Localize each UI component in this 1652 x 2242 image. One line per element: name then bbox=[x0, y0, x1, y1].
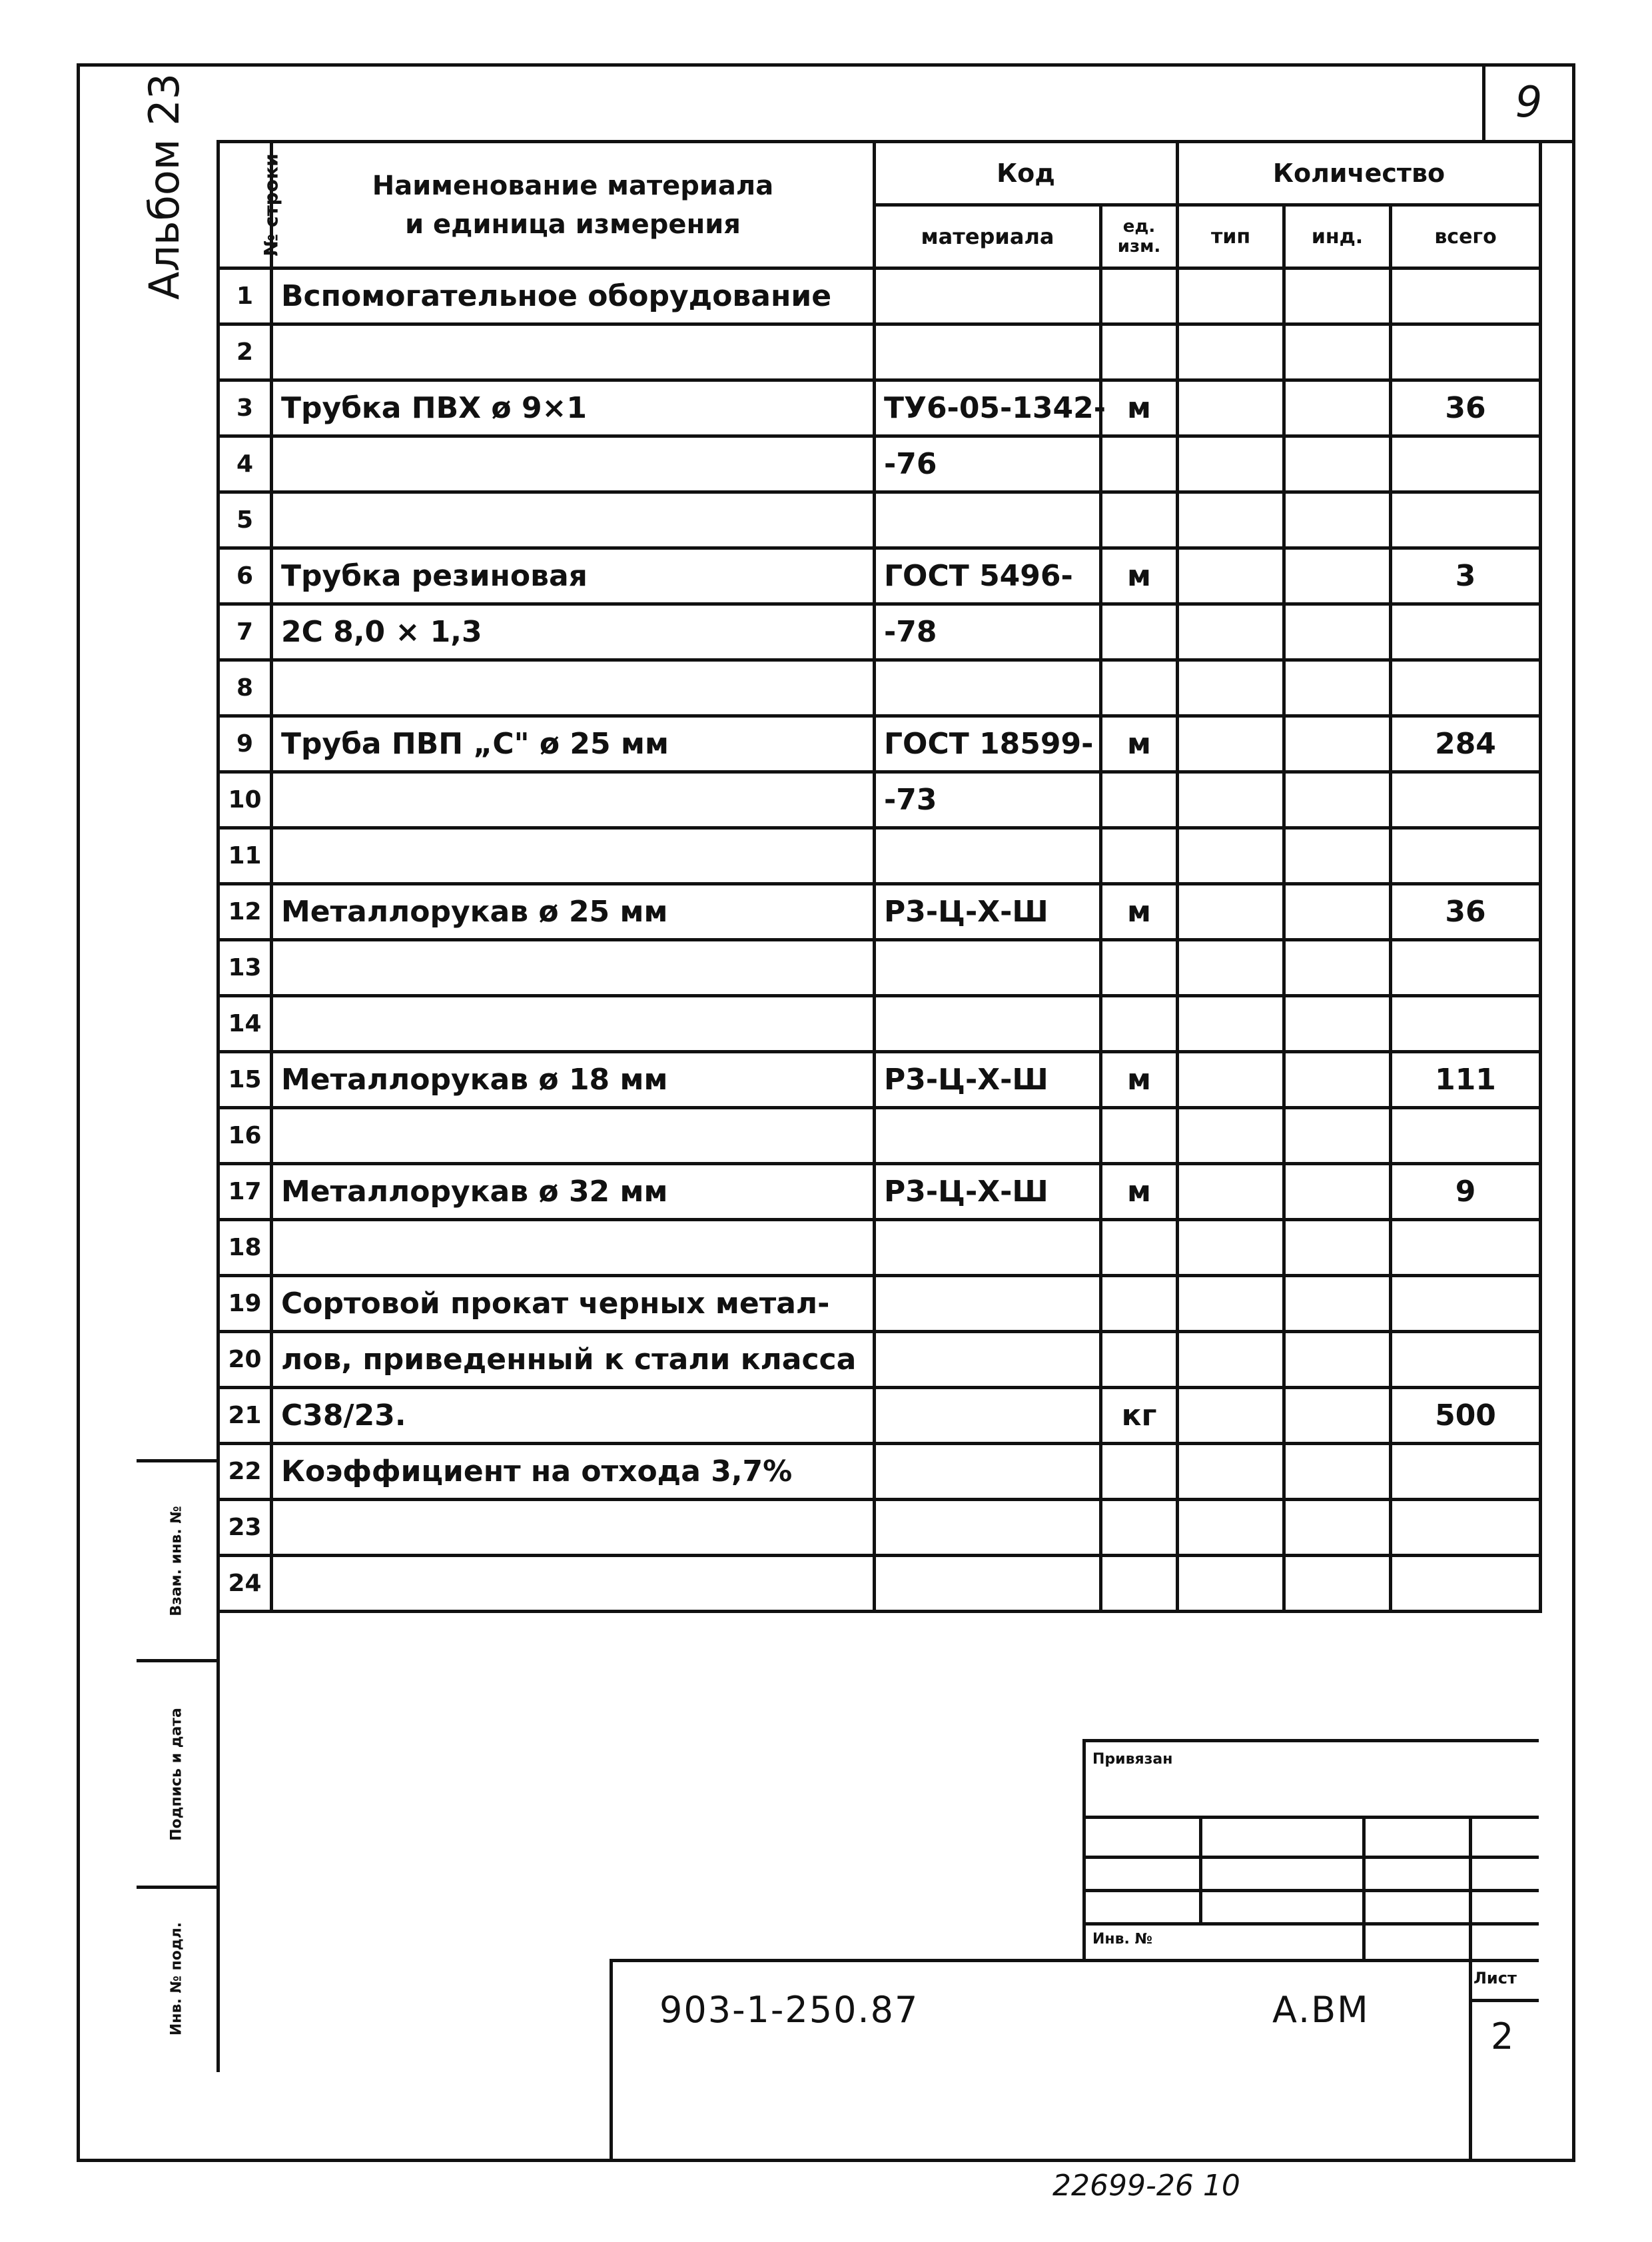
qty-total bbox=[1391, 1500, 1541, 1556]
materials-table bbox=[216, 140, 1542, 1613]
material-name: С38/23. bbox=[272, 1388, 875, 1444]
material-name: Металлорукав ø 32 мм bbox=[272, 1164, 875, 1220]
material-name bbox=[272, 1556, 875, 1612]
row-number: 24 bbox=[218, 1556, 272, 1612]
qty-ind bbox=[1284, 380, 1391, 436]
qty-total bbox=[1391, 1220, 1541, 1276]
qty-total bbox=[1391, 604, 1541, 660]
material-code bbox=[875, 324, 1101, 380]
qty-total: 36 bbox=[1391, 884, 1541, 940]
unit: м bbox=[1101, 716, 1178, 772]
row-number: 4 bbox=[218, 436, 272, 492]
qty-ind bbox=[1284, 884, 1391, 940]
table-row bbox=[218, 1276, 1541, 1332]
row-number: 15 bbox=[218, 1052, 272, 1108]
material-code bbox=[875, 1556, 1101, 1612]
unit bbox=[1101, 604, 1178, 660]
unit bbox=[1101, 1556, 1178, 1612]
material-name bbox=[272, 436, 875, 492]
material-code: Р3-Ц-Х-Ш bbox=[875, 884, 1101, 940]
document-code: 903-1-250.87 bbox=[659, 1989, 919, 2031]
material-code: -78 bbox=[875, 604, 1101, 660]
qty-type bbox=[1178, 940, 1284, 996]
qty-type bbox=[1178, 1556, 1284, 1612]
qty-ind bbox=[1284, 1556, 1391, 1612]
row-number: 23 bbox=[218, 1500, 272, 1556]
table-row bbox=[218, 1332, 1541, 1388]
qty-total: 3 bbox=[1391, 548, 1541, 604]
material-code: -76 bbox=[875, 436, 1101, 492]
unit bbox=[1101, 940, 1178, 996]
qty-ind bbox=[1284, 1444, 1391, 1500]
qty-total: 36 bbox=[1391, 380, 1541, 436]
table-row bbox=[218, 660, 1541, 716]
material-code: Р3-Ц-Х-Ш bbox=[875, 1052, 1101, 1108]
qty-type bbox=[1178, 324, 1284, 380]
material-code bbox=[875, 660, 1101, 716]
table-row bbox=[218, 772, 1541, 828]
row-number: 22 bbox=[218, 1444, 272, 1500]
row-number: 6 bbox=[218, 548, 272, 604]
qty-ind bbox=[1284, 716, 1391, 772]
row-number: 16 bbox=[218, 1108, 272, 1164]
qty-type bbox=[1178, 436, 1284, 492]
material-name: Трубка резиновая bbox=[272, 548, 875, 604]
table-row bbox=[218, 1556, 1541, 1612]
unit bbox=[1101, 996, 1178, 1052]
title-block-left-line bbox=[1082, 1739, 1086, 1959]
material-code bbox=[875, 492, 1101, 548]
material-name bbox=[272, 324, 875, 380]
material-code bbox=[875, 1332, 1101, 1388]
header-name: Наименование материала и единица измерения bbox=[272, 142, 875, 269]
qty-ind bbox=[1284, 772, 1391, 828]
table-row bbox=[218, 884, 1541, 940]
title-block-line bbox=[1199, 1816, 1202, 1922]
unit bbox=[1101, 1276, 1178, 1332]
unit bbox=[1101, 828, 1178, 884]
header-row-no: № строки bbox=[218, 142, 272, 269]
table-row bbox=[218, 380, 1541, 436]
unit bbox=[1101, 660, 1178, 716]
qty-total bbox=[1391, 1276, 1541, 1332]
table-row bbox=[218, 604, 1541, 660]
qty-total: 284 bbox=[1391, 716, 1541, 772]
qty-total bbox=[1391, 1108, 1541, 1164]
document-mark: А.ВМ bbox=[1272, 1989, 1370, 2031]
qty-ind bbox=[1284, 1108, 1391, 1164]
table-row bbox=[218, 324, 1541, 380]
qty-type bbox=[1178, 772, 1284, 828]
qty-ind bbox=[1284, 548, 1391, 604]
unit: м bbox=[1101, 1052, 1178, 1108]
material-name bbox=[272, 492, 875, 548]
qty-type bbox=[1178, 380, 1284, 436]
qty-type bbox=[1178, 660, 1284, 716]
qty-ind bbox=[1284, 436, 1391, 492]
qty-type bbox=[1178, 1388, 1284, 1444]
qty-total: 111 bbox=[1391, 1052, 1541, 1108]
row-number: 14 bbox=[218, 996, 272, 1052]
qty-total bbox=[1391, 492, 1541, 548]
header-unit: ед. изм. bbox=[1101, 205, 1178, 269]
qty-type bbox=[1178, 716, 1284, 772]
row-number: 12 bbox=[218, 884, 272, 940]
qty-type bbox=[1178, 492, 1284, 548]
qty-type bbox=[1178, 828, 1284, 884]
page-number: 9 bbox=[1482, 63, 1575, 143]
qty-total bbox=[1391, 660, 1541, 716]
qty-ind bbox=[1284, 269, 1391, 324]
inv-no-label: Инв. № bbox=[1092, 1931, 1153, 1948]
qty-type bbox=[1178, 996, 1284, 1052]
unit bbox=[1101, 436, 1178, 492]
qty-type bbox=[1178, 1164, 1284, 1220]
unit: м bbox=[1101, 380, 1178, 436]
privyazan-label: Привязан bbox=[1092, 1751, 1173, 1768]
qty-total bbox=[1391, 996, 1541, 1052]
archive-number: 22699-26 10 bbox=[1052, 2169, 1240, 2203]
unit bbox=[1101, 1332, 1178, 1388]
material-code bbox=[875, 940, 1101, 996]
material-name bbox=[272, 940, 875, 996]
title-block-line bbox=[1469, 1816, 1472, 2162]
material-name: лов, приведенный к стали класса bbox=[272, 1332, 875, 1388]
table-row bbox=[218, 940, 1541, 996]
qty-total bbox=[1391, 269, 1541, 324]
qty-ind bbox=[1284, 940, 1391, 996]
qty-ind bbox=[1284, 324, 1391, 380]
unit: м bbox=[1101, 548, 1178, 604]
material-name: Труба ПВП „С" ø 25 мм bbox=[272, 716, 875, 772]
unit bbox=[1101, 772, 1178, 828]
qty-ind bbox=[1284, 604, 1391, 660]
qty-total bbox=[1391, 1444, 1541, 1500]
unit bbox=[1101, 1108, 1178, 1164]
qty-type bbox=[1178, 1276, 1284, 1332]
table-row bbox=[218, 492, 1541, 548]
material-name bbox=[272, 660, 875, 716]
header-qty-total: всего bbox=[1391, 205, 1541, 269]
material-code bbox=[875, 269, 1101, 324]
material-name bbox=[272, 1220, 875, 1276]
row-number: 21 bbox=[218, 1388, 272, 1444]
material-name bbox=[272, 772, 875, 828]
binding-sidebar bbox=[137, 1459, 220, 2072]
row-number: 13 bbox=[218, 940, 272, 996]
table-row bbox=[218, 1388, 1541, 1444]
qty-total bbox=[1391, 828, 1541, 884]
sheet-divider-line bbox=[1469, 1999, 1539, 2002]
qty-ind bbox=[1284, 492, 1391, 548]
material-code bbox=[875, 1276, 1101, 1332]
unit bbox=[1101, 492, 1178, 548]
title-main-left-line bbox=[610, 1959, 613, 2162]
row-number: 2 bbox=[218, 324, 272, 380]
qty-type bbox=[1178, 1500, 1284, 1556]
sheet-number: 2 bbox=[1491, 2015, 1515, 2057]
material-name: Сортовой прокат черных метал- bbox=[272, 1276, 875, 1332]
material-name: Вспомогательное оборудование bbox=[272, 269, 875, 324]
row-number: 5 bbox=[218, 492, 272, 548]
material-code bbox=[875, 1108, 1101, 1164]
row-number: 3 bbox=[218, 380, 272, 436]
qty-ind bbox=[1284, 1500, 1391, 1556]
material-name: Коэффициент на отхода 3,7% bbox=[272, 1444, 875, 1500]
qty-total: 9 bbox=[1391, 1164, 1541, 1220]
table-row bbox=[218, 1108, 1541, 1164]
unit bbox=[1101, 324, 1178, 380]
table-row bbox=[218, 269, 1541, 324]
table-row bbox=[218, 1500, 1541, 1556]
sidebar-cell-replace-inv: Взам. инв. № bbox=[137, 1462, 216, 1662]
material-name: 2С 8,0 × 1,3 bbox=[272, 604, 875, 660]
material-name bbox=[272, 1108, 875, 1164]
qty-ind bbox=[1284, 1052, 1391, 1108]
header-code-material: материала bbox=[875, 205, 1101, 269]
qty-type bbox=[1178, 1052, 1284, 1108]
qty-total: 500 bbox=[1391, 1388, 1541, 1444]
qty-ind bbox=[1284, 996, 1391, 1052]
row-number: 18 bbox=[218, 1220, 272, 1276]
album-label: Альбом 23 bbox=[140, 73, 189, 300]
table-row bbox=[218, 996, 1541, 1052]
material-code bbox=[875, 828, 1101, 884]
qty-ind bbox=[1284, 1164, 1391, 1220]
qty-ind bbox=[1284, 1332, 1391, 1388]
table-row bbox=[218, 1444, 1541, 1500]
qty-type bbox=[1178, 1444, 1284, 1500]
material-code bbox=[875, 1388, 1101, 1444]
qty-ind bbox=[1284, 660, 1391, 716]
unit bbox=[1101, 1444, 1178, 1500]
qty-type bbox=[1178, 548, 1284, 604]
unit: м bbox=[1101, 1164, 1178, 1220]
qty-type bbox=[1178, 1220, 1284, 1276]
material-code: ГОСТ 5496- bbox=[875, 548, 1101, 604]
material-name: Металлорукав ø 25 мм bbox=[272, 884, 875, 940]
unit bbox=[1101, 1500, 1178, 1556]
qty-total bbox=[1391, 940, 1541, 996]
qty-ind bbox=[1284, 1220, 1391, 1276]
qty-ind bbox=[1284, 828, 1391, 884]
material-name: Металлорукав ø 18 мм bbox=[272, 1052, 875, 1108]
title-block-line bbox=[1362, 1816, 1366, 1959]
header-qty-type: тип bbox=[1178, 205, 1284, 269]
material-name bbox=[272, 828, 875, 884]
qty-total bbox=[1391, 1556, 1541, 1612]
material-name: Трубка ПВХ ø 9×1 bbox=[272, 380, 875, 436]
header-quantity: Количество bbox=[1178, 142, 1541, 205]
table-row bbox=[218, 1220, 1541, 1276]
row-number: 10 bbox=[218, 772, 272, 828]
sidebar-cell-inv-original: Инв. № подл. bbox=[168, 1922, 185, 2036]
sheet-label: Лист bbox=[1473, 1969, 1517, 1987]
qty-total bbox=[1391, 772, 1541, 828]
material-code: Р3-Ц-Х-Ш bbox=[875, 1164, 1101, 1220]
unit: м bbox=[1101, 884, 1178, 940]
qty-type bbox=[1178, 884, 1284, 940]
header-code: Код bbox=[875, 142, 1178, 205]
material-code bbox=[875, 1444, 1101, 1500]
row-number: 20 bbox=[218, 1332, 272, 1388]
row-number: 7 bbox=[218, 604, 272, 660]
table-row bbox=[218, 1052, 1541, 1108]
material-code bbox=[875, 996, 1101, 1052]
row-number: 19 bbox=[218, 1276, 272, 1332]
material-name bbox=[272, 1500, 875, 1556]
table-row bbox=[218, 1164, 1541, 1220]
material-name bbox=[272, 996, 875, 1052]
row-number: 8 bbox=[218, 660, 272, 716]
material-code: -73 bbox=[875, 772, 1101, 828]
unit bbox=[1101, 269, 1178, 324]
qty-type bbox=[1178, 1108, 1284, 1164]
row-number: 11 bbox=[218, 828, 272, 884]
qty-ind bbox=[1284, 1388, 1391, 1444]
sidebar-cell-signature-date: Подпись и дата bbox=[137, 1662, 216, 1889]
row-number: 1 bbox=[218, 269, 272, 324]
qty-total bbox=[1391, 324, 1541, 380]
qty-total bbox=[1391, 436, 1541, 492]
unit: кг bbox=[1101, 1388, 1178, 1444]
material-code: ГОСТ 18599- bbox=[875, 716, 1101, 772]
table-row bbox=[218, 436, 1541, 492]
table-row bbox=[218, 716, 1541, 772]
row-number: 9 bbox=[218, 716, 272, 772]
title-main-top-line bbox=[610, 1959, 1539, 1962]
table-row bbox=[218, 548, 1541, 604]
row-number: 17 bbox=[218, 1164, 272, 1220]
material-code: ТУ6-05-1342- bbox=[875, 380, 1101, 436]
qty-total bbox=[1391, 1332, 1541, 1388]
qty-ind bbox=[1284, 1276, 1391, 1332]
unit bbox=[1101, 1220, 1178, 1276]
qty-type bbox=[1178, 269, 1284, 324]
qty-type bbox=[1178, 604, 1284, 660]
table-row bbox=[218, 828, 1541, 884]
header-qty-ind: инд. bbox=[1284, 205, 1391, 269]
material-code bbox=[875, 1220, 1101, 1276]
qty-type bbox=[1178, 1332, 1284, 1388]
title-block-top-line bbox=[1082, 1739, 1539, 1742]
material-code bbox=[875, 1500, 1101, 1556]
